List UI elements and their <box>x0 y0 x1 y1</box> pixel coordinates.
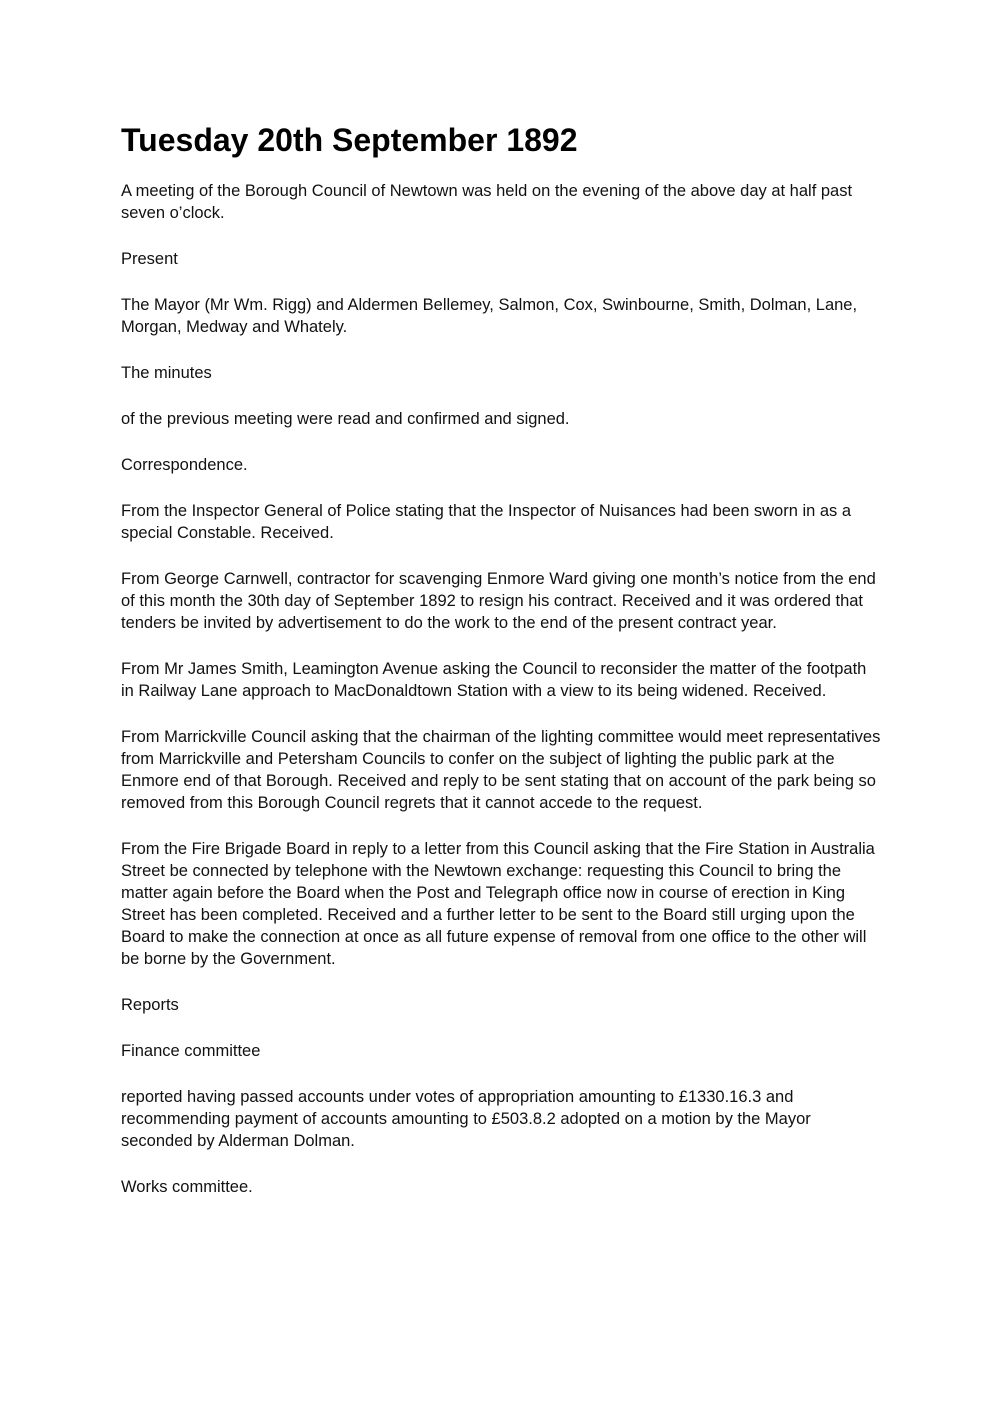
correspondence-heading: Correspondence. <box>121 456 248 474</box>
reports-heading: Reports <box>121 996 179 1014</box>
correspondence-smith: From Mr James Smith, Leamington Avenue asking the Council to reconsider the matter of the footpath in Railway Lane approach to MacDonaldtown Station with a view to its being widened. Received. <box>121 660 867 700</box>
finance-committee-report: reported having passed accounts under votes of appropriation amounting to £1330.16.3 and recommending payment of accounts amounting to £503.8.2 adopted on a motion by the Mayor seconded by Alderman Dolman. <box>121 1088 811 1150</box>
minutes-paragraph: of the previous meeting were read and confirmed and signed. <box>121 410 570 428</box>
works-committee-heading: Works committee. <box>121 1178 253 1196</box>
minutes-heading: The minutes <box>121 364 212 382</box>
page-title: Tuesday 20th September 1892 <box>121 122 578 158</box>
present-heading: Present <box>121 250 178 268</box>
attendees-paragraph: The Mayor (Mr Wm. Rigg) and Aldermen Bellemey, Salmon, Cox, Swinbourne, Smith, Dolman, Lane, Morgan, Medway and Whately. <box>121 296 858 336</box>
opening-paragraph: A meeting of the Borough Council of Newtown was held on the evening of the above day at half past seven o’clock. <box>121 182 853 222</box>
correspondence-police: From the Inspector General of Police stating that the Inspector of Nuisances had been sworn in as a special Constable. Received. <box>121 502 852 542</box>
document-page <box>121 120 881 1222</box>
correspondence-carnwell: From George Carnwell, contractor for scavenging Enmore Ward giving one month’s notice from the end of this month the 30th day of September 1892 to resign his contract. Received and it was ordered that tenders be invited by advertisement to do the work to the end of the present contract year. <box>121 570 876 632</box>
finance-committee-heading: Finance committee <box>121 1042 261 1060</box>
correspondence-fire-brigade: From the Fire Brigade Board in reply to a letter from this Council asking that the Fire Station in Australia Street be connected by telephone with the Newtown exchange: requesting this Council to bring the matter again before the Board when the Post and Telegraph office now in course of erection in King Street has been completed. Received and a further letter to be sent to the Board still urging upon the Board to make the connection at once as all future expense of removal from one office to the other will be borne by the Government. <box>121 840 875 968</box>
correspondence-marrickville: From Marrickville Council asking that the chairman of the lighting committee would meet representatives from Marrickville and Petersham Councils to confer on the subject of lighting the public park at the Enmore end of that Borough. Received and reply to be sent stating that on account of the park being so removed from this Borough Council regrets that it cannot accede to the request. <box>121 728 881 812</box>
